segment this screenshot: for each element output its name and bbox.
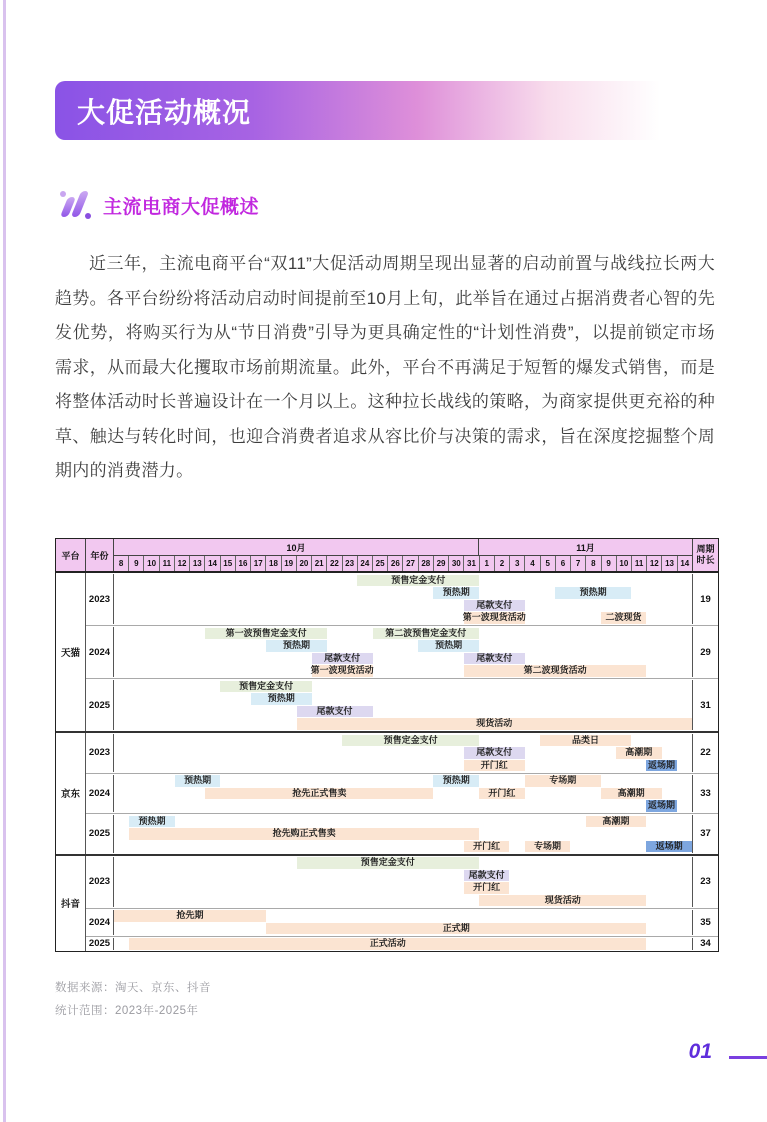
gantt-bar: 返场期 xyxy=(648,800,676,810)
section-title: 主流电商大促概述 xyxy=(103,196,260,218)
gantt-bar: 第一波现货活动 xyxy=(462,612,526,622)
stat-range-note: 统计范围：2023年-2025年 xyxy=(55,1005,199,1017)
section-heading xyxy=(57,190,259,220)
data-source-note: 数据来源：淘天、京东、抖音 xyxy=(55,982,211,994)
col-header-cycle: 周期 时长 xyxy=(692,539,718,571)
gantt-table xyxy=(55,538,719,952)
day-header: 19 xyxy=(282,556,297,571)
gantt-bar: 二波现货 xyxy=(601,612,647,624)
day-header: 11 xyxy=(160,556,175,571)
gantt-bar: 预热期 xyxy=(175,775,221,787)
year-row xyxy=(86,813,718,854)
gantt-bar: 预热期 xyxy=(266,640,327,652)
gantt-bar: 尾款支付 xyxy=(312,653,373,665)
gantt-bar: 预热期 xyxy=(129,816,175,828)
platform-group xyxy=(56,573,718,731)
gantt-bar: 预热期 xyxy=(433,775,479,787)
gantt-bar: 尾款支付 xyxy=(464,653,525,665)
day-header: 13 xyxy=(662,556,677,571)
gantt-bar: 高潮期 xyxy=(601,788,662,800)
day-header: 6 xyxy=(556,556,571,571)
gantt-bar: 开门红 xyxy=(479,788,525,800)
gantt-bar: 尾款支付 xyxy=(464,870,510,882)
day-header: 26 xyxy=(388,556,403,571)
day-header: 22 xyxy=(327,556,342,571)
year-cell: 2025 xyxy=(86,938,114,951)
year-cell: 2023 xyxy=(86,857,114,907)
year-row xyxy=(86,625,718,678)
day-header: 8 xyxy=(114,556,129,571)
year-cell: 2024 xyxy=(86,910,114,935)
gantt-bar: 品类日 xyxy=(540,735,631,747)
body-paragraph: 近三年，主流电商平台“双11”大促活动周期呈现出显著的启动前置与战线拉长两大趋势。各平台纷纷将活动启动时间提前至10月上旬，此举旨在通过占据消费者心智的先发优势，将购买行为从“节日消费”引导为更具确定性的“计划性消费”，以提前锁定市场需求，从而最大化攫取市场前期流量。此外，平台不再满足于短暂的爆发式销售，而是将整体活动时长普遍设计在一个月以上。这种拉长战线的策略，为商家提供更充裕的种草、触达与转化时间，也迎合消费者追求从容比价与决策的需求，旨在深度挖掘整个周期内的消费潜力。 xyxy=(55,254,715,480)
day-header: 31 xyxy=(464,556,479,571)
day-header: 4 xyxy=(525,556,540,571)
day-header: 9 xyxy=(602,556,617,571)
day-header: 18 xyxy=(266,556,281,571)
page-title: 大促活动概况 xyxy=(77,96,252,128)
day-header: 12 xyxy=(175,556,190,571)
platform-cell: 京东 xyxy=(56,733,86,854)
footer-notes xyxy=(55,977,211,1023)
day-header: 25 xyxy=(373,556,388,571)
year-cell: 2024 xyxy=(86,627,114,677)
gantt-bar: 第一波预售定金支付 xyxy=(205,628,327,640)
gantt-bar: 尾款支付 xyxy=(464,747,525,759)
gantt-bar: 预热期 xyxy=(555,587,631,599)
day-header: 30 xyxy=(449,556,464,571)
day-header: 8 xyxy=(586,556,601,571)
day-header: 3 xyxy=(510,556,525,571)
gantt-bar: 预售定金支付 xyxy=(220,681,311,693)
day-header: 1 xyxy=(480,556,495,571)
gantt-bar: 正式期 xyxy=(266,923,646,935)
gantt-bar: 预热期 xyxy=(251,693,312,705)
day-header: 11 xyxy=(632,556,647,571)
day-header: 9 xyxy=(129,556,144,571)
year-row xyxy=(86,936,718,952)
gantt-bar: 第二波现货活动 xyxy=(464,665,647,677)
gantt-bar: 第一波现货活动 xyxy=(310,665,374,675)
day-header: 20 xyxy=(297,556,312,571)
page-number: 01 xyxy=(688,1040,712,1063)
day-header: 21 xyxy=(312,556,327,571)
cycle-cell: 35 xyxy=(692,910,718,935)
year-cell: 2025 xyxy=(86,680,114,730)
gantt-bar: 抢先期 xyxy=(114,910,266,922)
gantt-bar: 现货活动 xyxy=(297,718,692,730)
day-header: 23 xyxy=(343,556,358,571)
platform-group xyxy=(56,854,718,952)
gantt-bar: 现货活动 xyxy=(479,895,646,907)
day-header: 17 xyxy=(251,556,266,571)
year-row xyxy=(86,856,718,908)
day-header: 28 xyxy=(419,556,434,571)
gantt-bar: 预售定金支付 xyxy=(297,857,480,869)
cycle-cell: 23 xyxy=(692,857,718,907)
gantt-bar: 预售定金支付 xyxy=(357,575,479,587)
day-header: 27 xyxy=(403,556,418,571)
year-row xyxy=(86,908,718,936)
day-header: 2 xyxy=(495,556,510,571)
col-header-year: 年份 xyxy=(86,539,114,571)
gantt-bar: 尾款支付 xyxy=(464,600,525,612)
year-row xyxy=(86,573,718,625)
gantt-header xyxy=(56,539,718,573)
platform-cell: 天猫 xyxy=(56,573,86,731)
day-header: 12 xyxy=(647,556,662,571)
gantt-bar: 返场期 xyxy=(648,759,676,770)
cycle-cell: 37 xyxy=(692,815,718,853)
double-slash-icon xyxy=(57,190,93,220)
page-number-rule xyxy=(729,1056,767,1059)
gantt-bar: 开门红 xyxy=(464,760,525,772)
day-header: 24 xyxy=(358,556,373,571)
platform-cell: 抖音 xyxy=(56,856,86,952)
year-row xyxy=(86,733,718,773)
year-cell: 2025 xyxy=(86,815,114,853)
cycle-cell: 34 xyxy=(692,938,718,951)
gantt-bar: 高潮期 xyxy=(616,747,662,759)
gantt-bar: 专场期 xyxy=(525,775,601,787)
gantt-bar: 第二波预售定金支付 xyxy=(373,628,479,640)
month-header-nov: 11月 xyxy=(576,542,595,553)
gantt-bar: 专场期 xyxy=(525,841,571,853)
gantt-bar: 尾款支付 xyxy=(297,706,373,718)
year-cell: 2023 xyxy=(86,574,114,624)
day-header: 7 xyxy=(571,556,586,571)
chapter-banner xyxy=(55,81,713,140)
year-cell: 2024 xyxy=(86,775,114,813)
gantt-bar: 抢先正式售卖 xyxy=(205,788,433,800)
day-header: 10 xyxy=(617,556,632,571)
day-header: 29 xyxy=(434,556,449,571)
month-header-oct: 10月 xyxy=(114,539,479,555)
year-row xyxy=(86,678,718,731)
day-header: 15 xyxy=(221,556,236,571)
left-accent-strip xyxy=(3,0,6,1122)
col-header-platform: 平台 xyxy=(56,539,86,571)
cycle-cell: 31 xyxy=(692,680,718,730)
gantt-bar: 预热期 xyxy=(433,587,479,599)
platform-group xyxy=(56,731,718,854)
gantt-bar: 正式活动 xyxy=(129,938,646,950)
day-header: 5 xyxy=(541,556,556,571)
gantt-bar: 开门红 xyxy=(464,882,510,894)
year-cell: 2023 xyxy=(86,734,114,772)
gantt-bar: 返场期 xyxy=(646,841,692,853)
day-header: 10 xyxy=(144,556,159,571)
cycle-cell: 33 xyxy=(692,775,718,813)
gantt-bar: 抢先购正式售卖 xyxy=(129,828,479,840)
gantt-bar: 开门红 xyxy=(464,841,510,853)
day-header: 16 xyxy=(236,556,251,571)
year-row xyxy=(86,773,718,814)
cycle-cell: 19 xyxy=(692,574,718,624)
gantt-bar: 预售定金支付 xyxy=(342,735,479,747)
cycle-cell: 29 xyxy=(692,627,718,677)
day-header: 14 xyxy=(205,556,220,571)
day-header: 14 xyxy=(680,559,690,568)
gantt-bar: 高潮期 xyxy=(586,816,647,828)
cycle-cell: 22 xyxy=(692,734,718,772)
day-header: 13 xyxy=(190,556,205,571)
gantt-bar: 预热期 xyxy=(418,640,479,652)
